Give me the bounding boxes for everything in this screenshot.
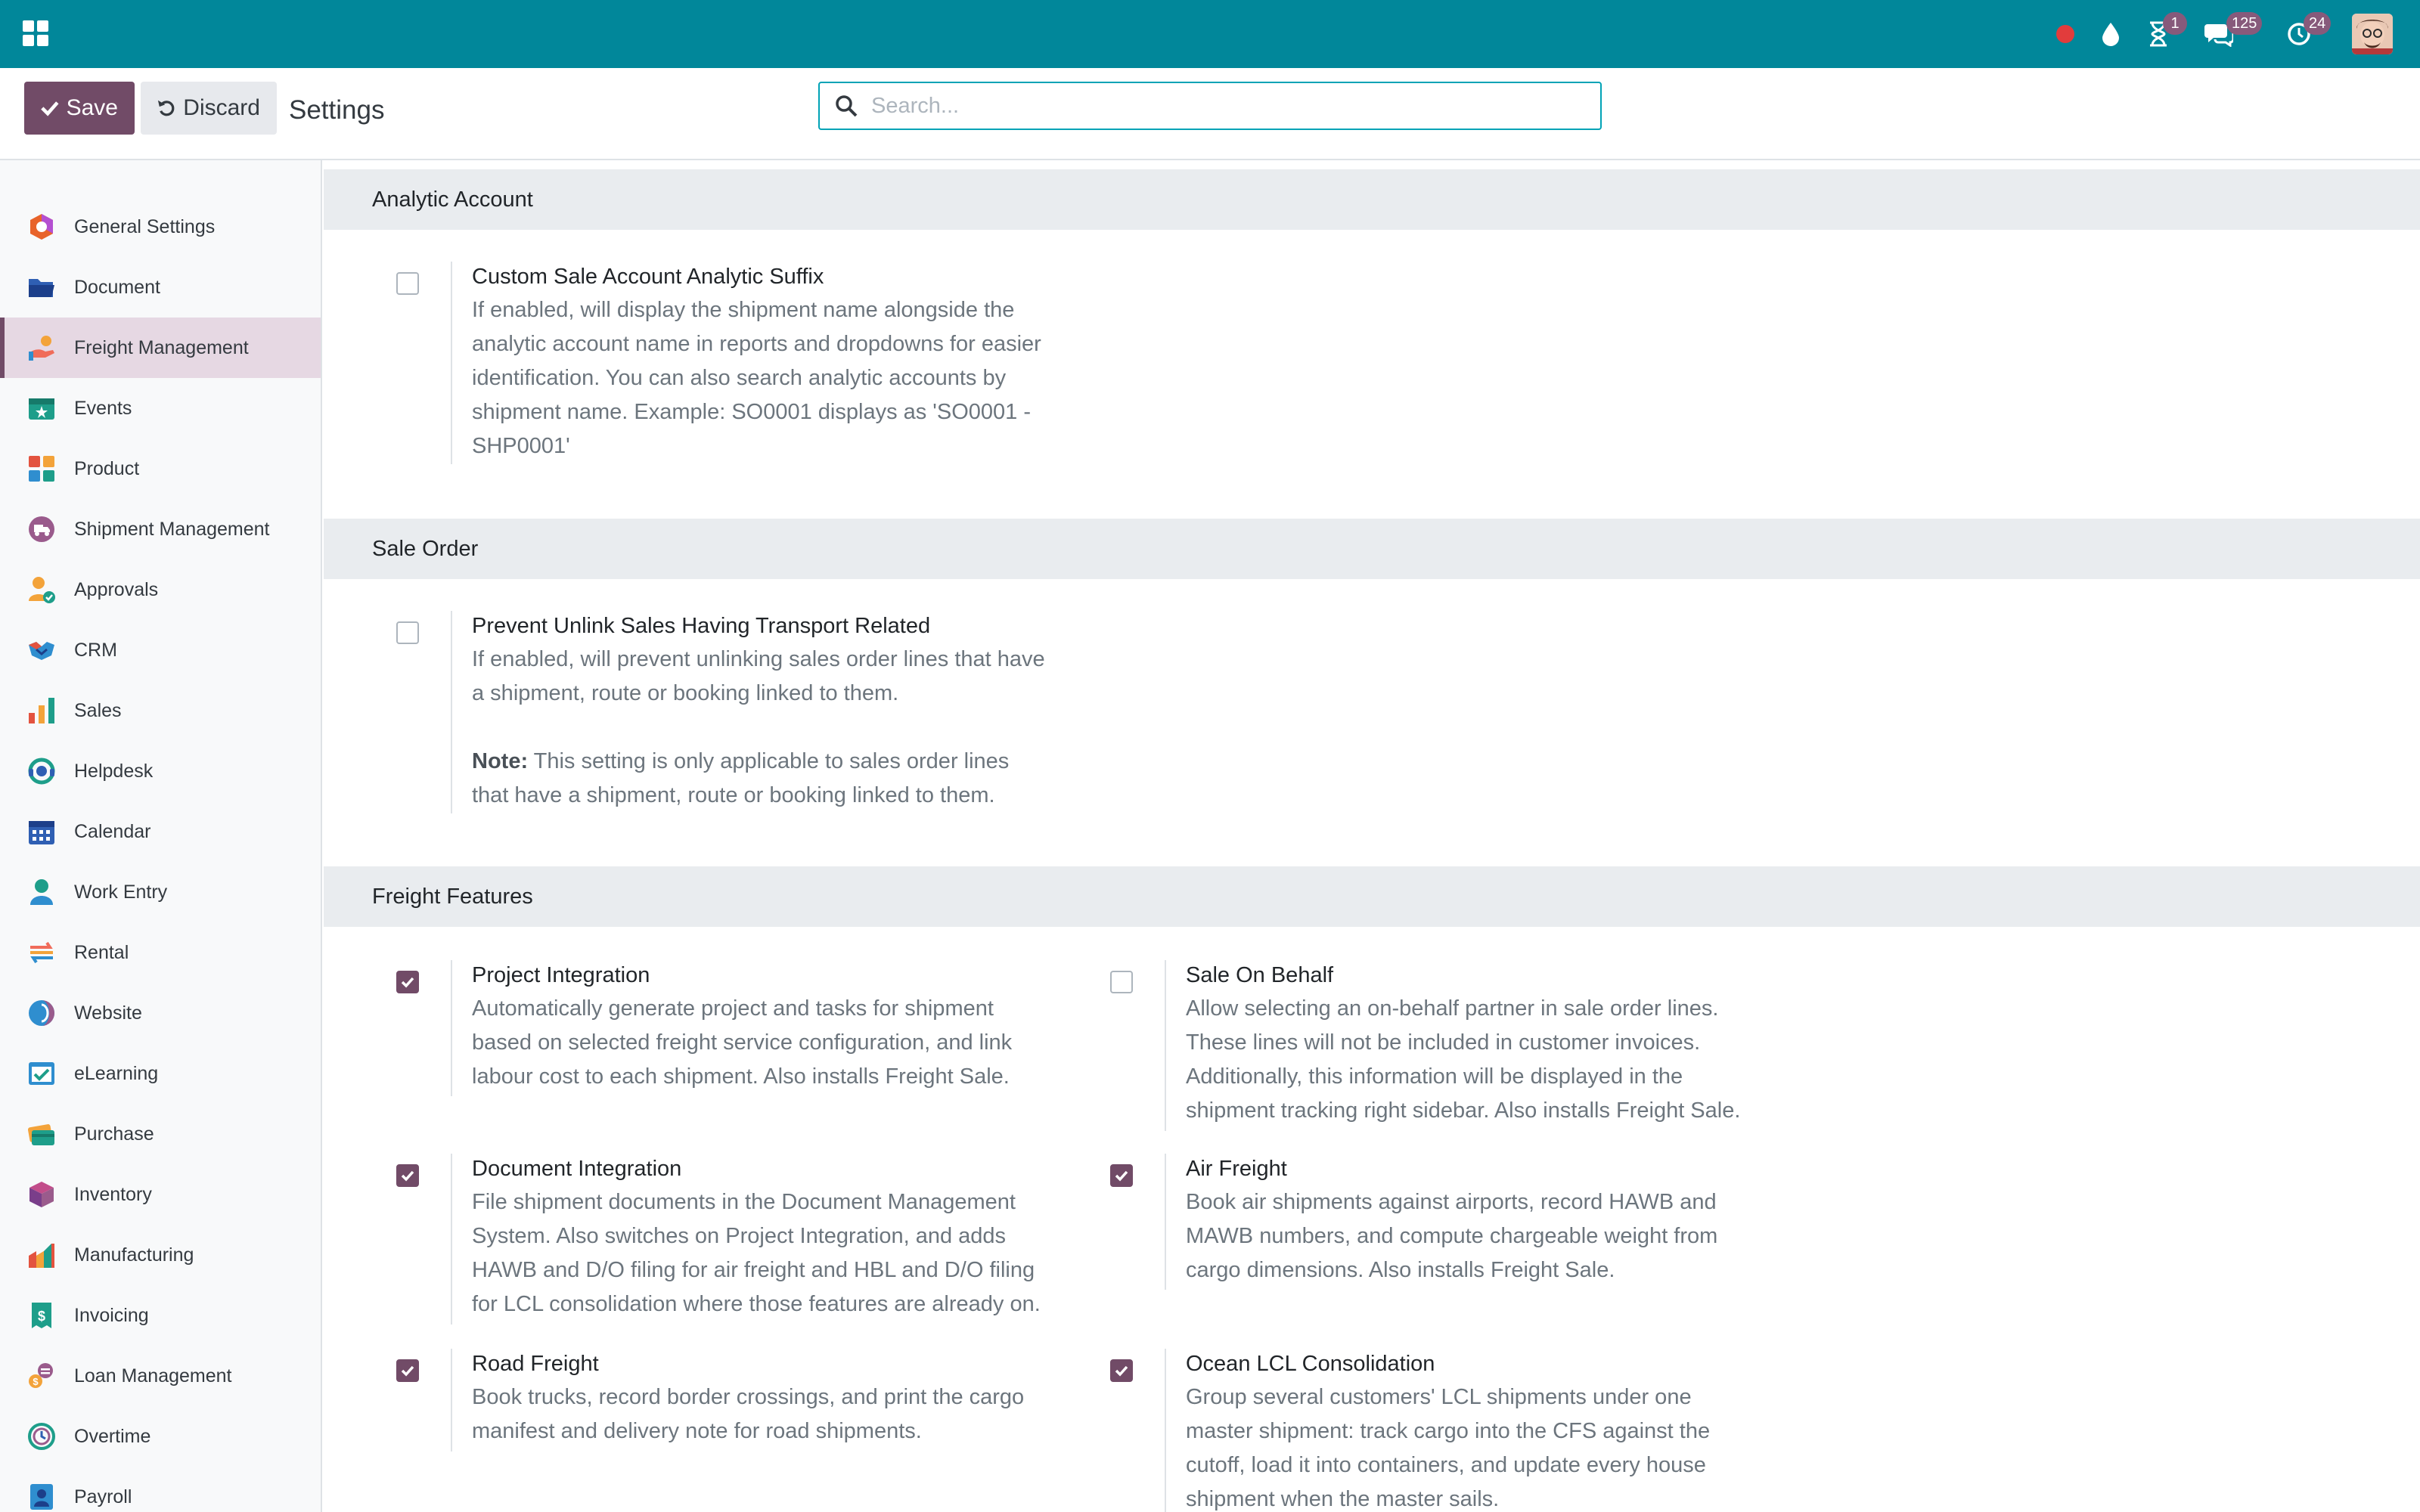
activity-badge: 1 (2163, 12, 2187, 35)
sidebar-item-document[interactable]: Document (0, 257, 321, 318)
setting-body (451, 262, 1092, 464)
sidebar-item-product[interactable]: Product (0, 438, 321, 499)
payroll-icon (27, 1483, 56, 1511)
sidebar-item-invoicing[interactable]: $ Invoicing (0, 1285, 321, 1346)
approvals-icon (27, 575, 56, 604)
setting-label: Sale On Behalf (1186, 963, 1334, 987)
rental-icon (27, 938, 56, 967)
page-title: Settings (289, 95, 385, 125)
helpdesk-icon (27, 757, 56, 785)
check-icon (400, 1363, 415, 1378)
sidebar-item-inventory[interactable]: Inventory (0, 1164, 321, 1225)
ocean-lcl-checkbox[interactable] (1110, 1359, 1133, 1382)
invoicing-icon (27, 1301, 56, 1330)
svg-text:$: $ (33, 1376, 39, 1387)
discard-button[interactable] (141, 82, 277, 135)
red-dot-icon (2056, 25, 2074, 43)
overtime-icon (27, 1422, 56, 1451)
droplet-icon (2101, 22, 2121, 46)
setting-body (1165, 960, 1806, 1131)
theme-toggle[interactable] (2098, 17, 2124, 51)
inventory-icon (27, 1180, 56, 1209)
setting-label: Project Integration (472, 963, 650, 987)
messages-button[interactable] (2204, 15, 2257, 51)
activity-button[interactable] (2143, 15, 2180, 51)
updates-badge: 24 (2304, 12, 2331, 35)
setting-body (1165, 1349, 1806, 1512)
sidebar-item-purchase[interactable]: Purchase (0, 1104, 321, 1164)
settings-search[interactable] (818, 82, 1602, 130)
setting-label: Air Freight (1186, 1157, 1287, 1181)
discard-button-label: Discard (183, 95, 260, 120)
elearning-icon (27, 1059, 56, 1088)
svg-text:$: $ (37, 1309, 46, 1324)
setting-description: If enabled, will prevent unlinking sales order lines that have a shipment, route or booking linked to them. (472, 647, 1045, 705)
project-integration-checkbox[interactable] (396, 971, 419, 993)
sidebar-item-general-settings[interactable]: General Settings (0, 197, 321, 257)
crm-icon (27, 636, 56, 665)
setting-description: File shipment documents in the Document Management System. Also switches on Project Integration, and adds HAWB and D/O filing for air freight and HBL and D/O filing for LCL consolidation where those features are already on. (472, 1190, 1041, 1316)
sidebar-item-approvals[interactable]: Approvals (0, 559, 321, 620)
setting-description: Group several customers' LCL shipments under one master shipment: track cargo into the CFS against the cutoff, load it into containers, and update every house shipment when the master sails. (1186, 1385, 1711, 1511)
user-avatar[interactable] (2352, 14, 2393, 54)
setting-description: Allow selecting an on-behalf partner in sale order lines. These lines will not be included in customer invoices. Additionally, this information will be displayed in the shipment tracking right sidebar. Also installs Freight Sale. (1186, 996, 1741, 1123)
work-entry-icon (27, 878, 56, 906)
sidebar-item-events[interactable]: Events (0, 378, 321, 438)
status-indicator[interactable] (2054, 17, 2077, 51)
setting-description: Book air shipments against airports, record HAWB and MAWB numbers, and compute chargeable weight from cargo dimensions. Also installs Freight Sale. (1186, 1190, 1718, 1282)
shipment-management-icon (27, 515, 56, 544)
road-freight-checkbox[interactable] (396, 1359, 419, 1382)
messages-badge: 125 (2226, 12, 2262, 35)
setting-body (451, 1154, 1092, 1325)
setting-note: Note: This setting is only applicable to sales order lines that have a shipment, route or booking linked to them. (472, 749, 1010, 807)
save-button[interactable] (24, 82, 135, 135)
setting-body (1165, 1154, 1806, 1290)
sidebar-item-work-entry[interactable]: Work Entry (0, 862, 321, 922)
search-icon (835, 94, 858, 117)
settings-sidebar (0, 160, 322, 1512)
freight-management-icon (27, 333, 56, 362)
updates-button[interactable] (2284, 15, 2326, 51)
setting-body (451, 960, 1092, 1096)
check-icon (400, 1168, 415, 1183)
note-label: Note: (472, 749, 529, 773)
check-icon (41, 100, 59, 116)
sidebar-item-shipment-management[interactable]: Shipment Management (0, 499, 321, 559)
sidebar-item-rental[interactable]: Rental (0, 922, 321, 983)
document-icon (27, 273, 56, 302)
setting-description: Automatically generate project and tasks for shipment based on selected freight service configuration, and link labour cost to each shipment. Also installs Freight Sale. (472, 996, 1013, 1089)
setting-label: Ocean LCL Consolidation (1186, 1352, 1435, 1376)
sale-on-behalf-checkbox[interactable] (1110, 971, 1133, 993)
sidebar-item-freight-management[interactable]: Freight Management (0, 318, 321, 378)
sidebar-item-elearning[interactable]: eLearning (0, 1043, 321, 1104)
check-icon (1114, 1363, 1129, 1378)
purchase-icon (27, 1120, 56, 1148)
setting-body (451, 611, 1092, 813)
setting-description: Book trucks, record border crossings, and print the cargo manifest and delivery note for road shipments. (472, 1385, 1025, 1443)
top-navbar (0, 0, 2420, 68)
sidebar-item-calendar[interactable]: Calendar (0, 801, 321, 862)
section-sale-order: Sale Order (324, 519, 2420, 579)
calendar-icon (27, 817, 56, 846)
loan-management-icon (27, 1362, 56, 1390)
save-button-label: Save (66, 95, 118, 120)
setting-body (451, 1349, 1092, 1452)
sidebar-item-loan-management[interactable]: $ Loan Management (0, 1346, 321, 1406)
settings-content (324, 160, 2420, 1512)
undo-icon (157, 98, 175, 118)
section-freight-features: Freight Features (324, 866, 2420, 927)
custom-suffix-checkbox[interactable] (396, 272, 419, 295)
air-freight-checkbox[interactable] (1110, 1164, 1133, 1187)
events-icon (27, 394, 56, 423)
sidebar-item-website[interactable]: Website (0, 983, 321, 1043)
document-integration-checkbox[interactable] (396, 1164, 419, 1187)
app-menu-icon[interactable] (23, 20, 48, 46)
manufacturing-icon (27, 1241, 56, 1269)
prevent-unlink-checkbox[interactable] (396, 621, 419, 644)
product-icon (27, 454, 56, 483)
search-input[interactable] (871, 94, 1552, 119)
general-settings-icon (27, 212, 56, 241)
setting-description: If enabled, will display the shipment name alongside the analytic account name in reports and dropdowns for easier identification. You can also search analytic accounts by shipment name. Example: SO0001 displays as 'SO0001 - SHP0001' (472, 298, 1041, 458)
setting-label: Document Integration (472, 1157, 682, 1181)
website-icon (27, 999, 56, 1027)
setting-label: Prevent Unlink Sales Having Transport Related (472, 614, 931, 638)
control-panel (0, 68, 2420, 160)
sidebar-item-manufacturing[interactable]: Manufacturing (0, 1225, 321, 1285)
sidebar-item-overtime[interactable]: Overtime (0, 1406, 321, 1467)
sidebar-item-crm[interactable]: CRM (0, 620, 321, 680)
check-icon (1114, 1168, 1129, 1183)
setting-label: Custom Sale Account Analytic Suffix (472, 265, 824, 289)
section-analytic-account: Analytic Account (324, 169, 2420, 230)
sidebar-item-sales[interactable]: Sales (0, 680, 321, 741)
sidebar-item-helpdesk[interactable]: Helpdesk (0, 741, 321, 801)
sidebar-item-payroll[interactable]: Payroll (0, 1467, 321, 1512)
check-icon (400, 974, 415, 990)
sales-icon (27, 696, 56, 725)
setting-label: Road Freight (472, 1352, 599, 1376)
